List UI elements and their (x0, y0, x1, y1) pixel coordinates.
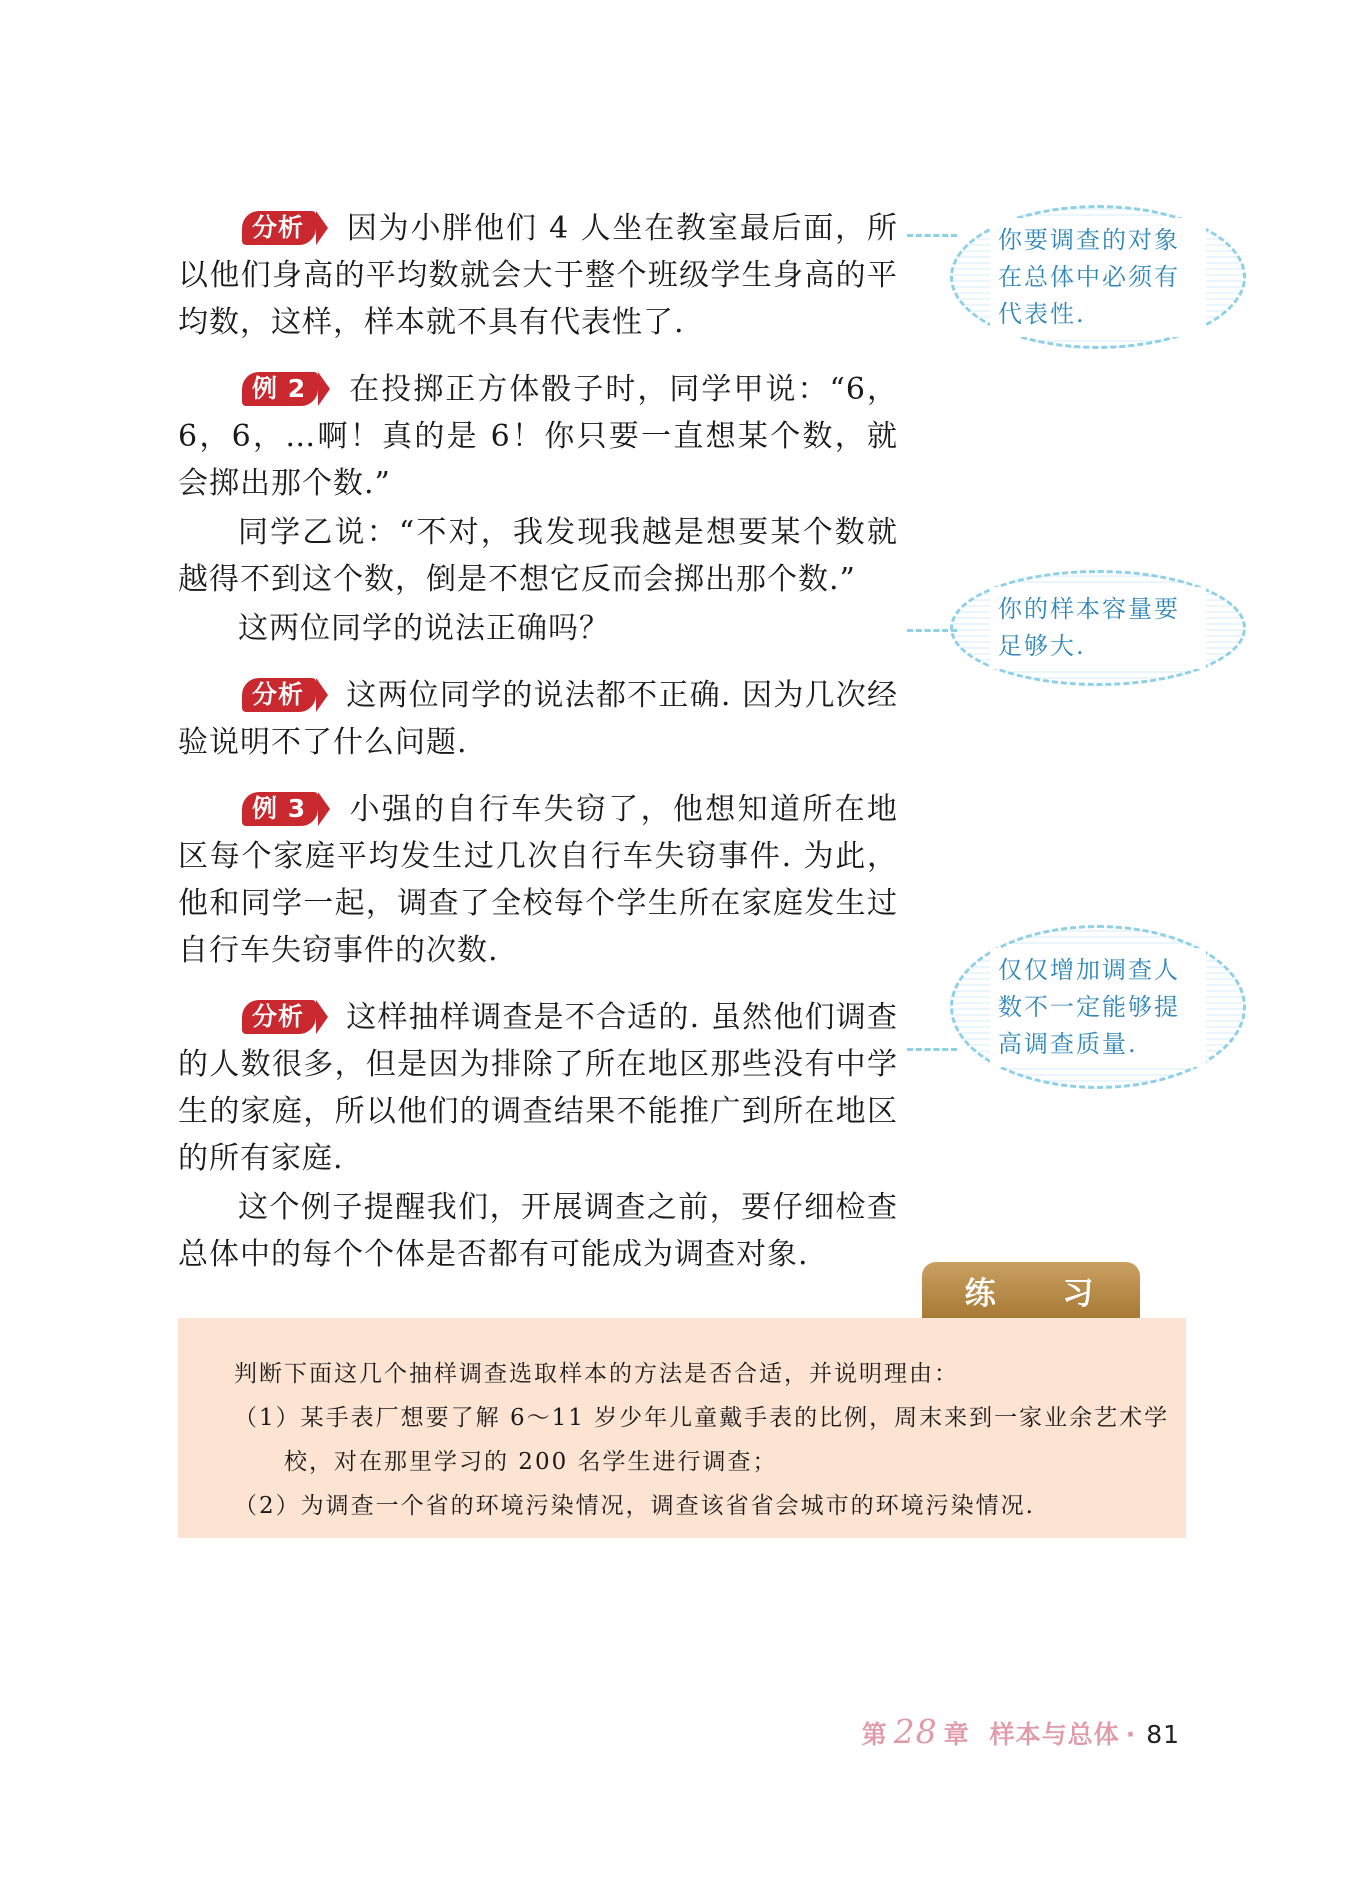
analysis-2 (178, 672, 898, 766)
bubble-tail (907, 234, 957, 237)
bubble-tail (907, 629, 957, 632)
analysis-1-text: 因为小胖他们 4 人坐在教室最后面，所以他们身高的平均数就会大于整个班级学生身高的平均数，这样，样本就不具有代表性了. (178, 211, 898, 340)
example-2-question: 这两位同学的说法正确吗？ (238, 611, 610, 646)
example-2-student-b: 同学乙说：“不对，我发现我越是想要某个数就越得不到这个数，倒是不想它反而会掷出那个数.” (178, 515, 898, 597)
example-3-text: 小强的自行车失窃了，他想知道所在地区每个家庭平均发生过几次自行车失窃事件. 为此，他和同学一起，调查了全校每个学生所在家庭发生过自行车失窃事件的次数. (178, 792, 898, 968)
chapter-title: 样本与总体 (989, 1720, 1120, 1749)
footer-separator: · (1125, 1720, 1137, 1749)
bubble-tail (907, 1048, 957, 1051)
chapter-suffix: 章 (943, 1720, 970, 1749)
example-2 (178, 366, 898, 507)
exercise-item-1-cont: 校，对在那里学习的 200 名学生进行调查； (284, 1449, 778, 1475)
analysis-3-text: 这样抽样调查是不合适的. 虽然他们调查的人数很多，但是因为排除了所在地区那些没有中学生的家庭，所以他们的调查结果不能推广到所在地区的所有家庭. (178, 1000, 898, 1176)
analysis-3-reminder: 这个例子提醒我们，开展调查之前，要仔细检查总体中的每个个体是否都有可能成为调查对象. (178, 1190, 898, 1272)
example-tag: 例 3 (242, 792, 318, 826)
chapter-number: 28 (893, 1712, 938, 1751)
exercise-item-2: （2）为调查一个省的环境污染情况，调查该省省会城市的环境污染情况. (234, 1493, 1035, 1519)
analysis-2-text: 这两位同学的说法都不正确. 因为几次经验说明不了什么问题. (178, 678, 898, 760)
example-2-text: 在投掷正方体骰子时，同学甲说：“6，6，6，…啊！真的是 6！你只要一直想某个数，就会掷出那个数.” (178, 372, 898, 501)
exercise-item-1: （1）某手表厂想要了解 6～11 岁少年儿童戴手表的比例，周末来到一家业余艺术学 (234, 1405, 1170, 1431)
exercise-box (178, 1318, 1186, 1538)
sidenote-bubble-3 (950, 925, 1246, 1089)
exercise-intro: 判断下面这几个抽样调查选取样本的方法是否合适，并说明理由： (234, 1361, 959, 1387)
analysis-tag: 分析 (242, 211, 316, 245)
page-footer (862, 1712, 1180, 1751)
example-3 (178, 786, 898, 974)
sidenote-2: 你的样本容量要足够大. (990, 587, 1206, 669)
exercise-title-tab: 练 习 (922, 1262, 1140, 1318)
analysis-tag: 分析 (242, 1000, 316, 1034)
analysis-1 (178, 205, 898, 346)
main-column (178, 205, 898, 1298)
sidenote-bubble-1 (950, 205, 1246, 349)
example-tag: 例 2 (242, 372, 318, 406)
sidenote-3: 仅仅增加调查人数不一定能够提高调查质量. (990, 948, 1206, 1067)
sidenote-bubble-2 (950, 570, 1246, 686)
analysis-tag: 分析 (242, 678, 316, 712)
analysis-3 (178, 994, 898, 1182)
chapter-prefix: 第 (861, 1720, 888, 1749)
sidenote-1: 你要调查的对象在总体中必须有代表性. (990, 218, 1206, 337)
page-number: 81 (1146, 1720, 1180, 1749)
